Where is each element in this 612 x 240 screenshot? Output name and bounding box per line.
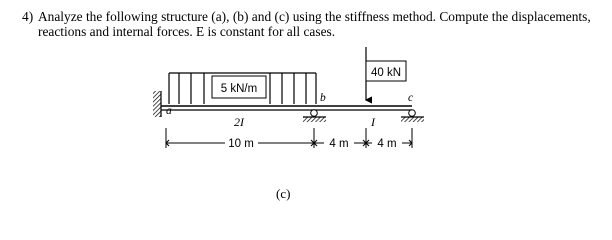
distributed-load-label: 5 kN/m: [220, 83, 258, 95]
fixed-support-a: [153, 91, 161, 117]
point-load-label: 40 kN: [370, 67, 402, 79]
node-a-label: a: [166, 105, 172, 117]
figure-caption: (c): [276, 186, 291, 201]
dim-ab-label: 10 m: [228, 138, 254, 150]
dim-b-load-label: 4 m: [329, 138, 349, 150]
node-b-label: b: [320, 92, 326, 104]
span-bc-inertia: I: [371, 115, 375, 129]
roller-support-c: [401, 110, 424, 122]
beam: [161, 106, 412, 110]
dim-load-c-label: 4 m: [377, 138, 397, 150]
dimension-lines: [166, 128, 412, 148]
span-ab-inertia: 2I: [234, 115, 244, 129]
roller-support-b: [303, 110, 326, 122]
node-c-label: c: [408, 92, 414, 104]
problem-text: Analyze the following structure (a), (b) and (c) using the stiffness method. Compute the displacements, reactions and internal forces. E is constant for all cases.: [38, 9, 591, 39]
problem-number: 4): [22, 9, 34, 24]
